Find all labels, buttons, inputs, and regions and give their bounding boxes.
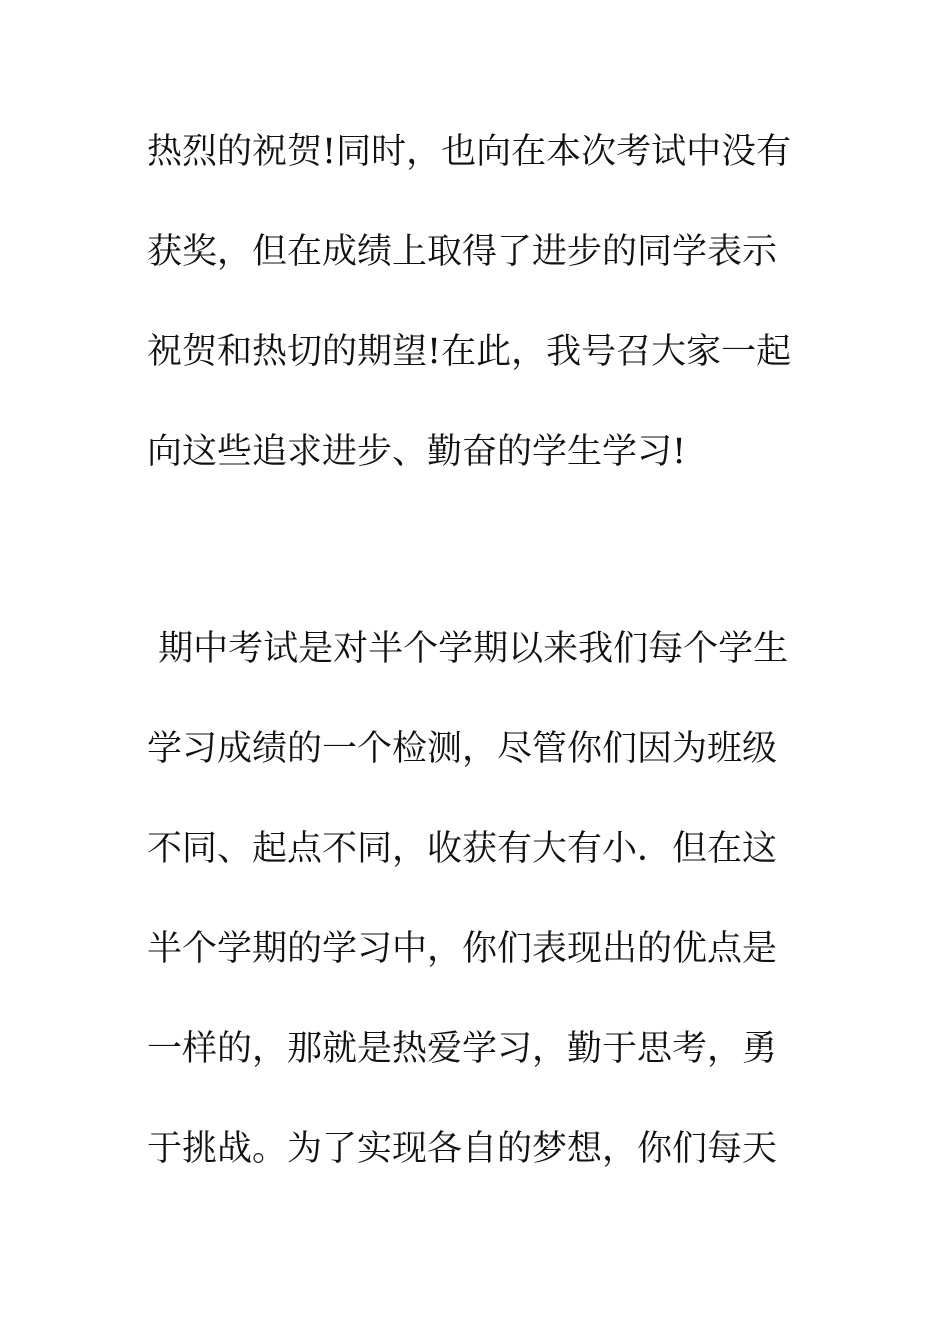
text-line: 祝贺和热切的期望!在此，我号召大家一起 [147, 332, 792, 372]
text-line: 热烈的祝贺!同时，也向在本次考试中没有 [147, 132, 792, 172]
text-line: 半个学期的学习中，你们表现出的优点是 [147, 929, 778, 969]
text-line: 学习成绩的一个检测，尽管你们因为班级 [147, 729, 778, 769]
text-line: 一样的，那就是热爱学习，勤于思考，勇 [147, 1029, 778, 1069]
text-line: 于挑战。为了实现各自的梦想，你们每天 [147, 1129, 778, 1169]
text-line: 获奖，但在成绩上取得了进步的同学表示 [147, 232, 778, 272]
text-line: 不同、起点不同，收获有大有小．但在这 [147, 829, 778, 869]
text-line: 期中考试是对半个学期以来我们每个学生 [147, 629, 789, 669]
text-line: 向这些追求进步、勤奋的学生学习! [147, 432, 687, 472]
